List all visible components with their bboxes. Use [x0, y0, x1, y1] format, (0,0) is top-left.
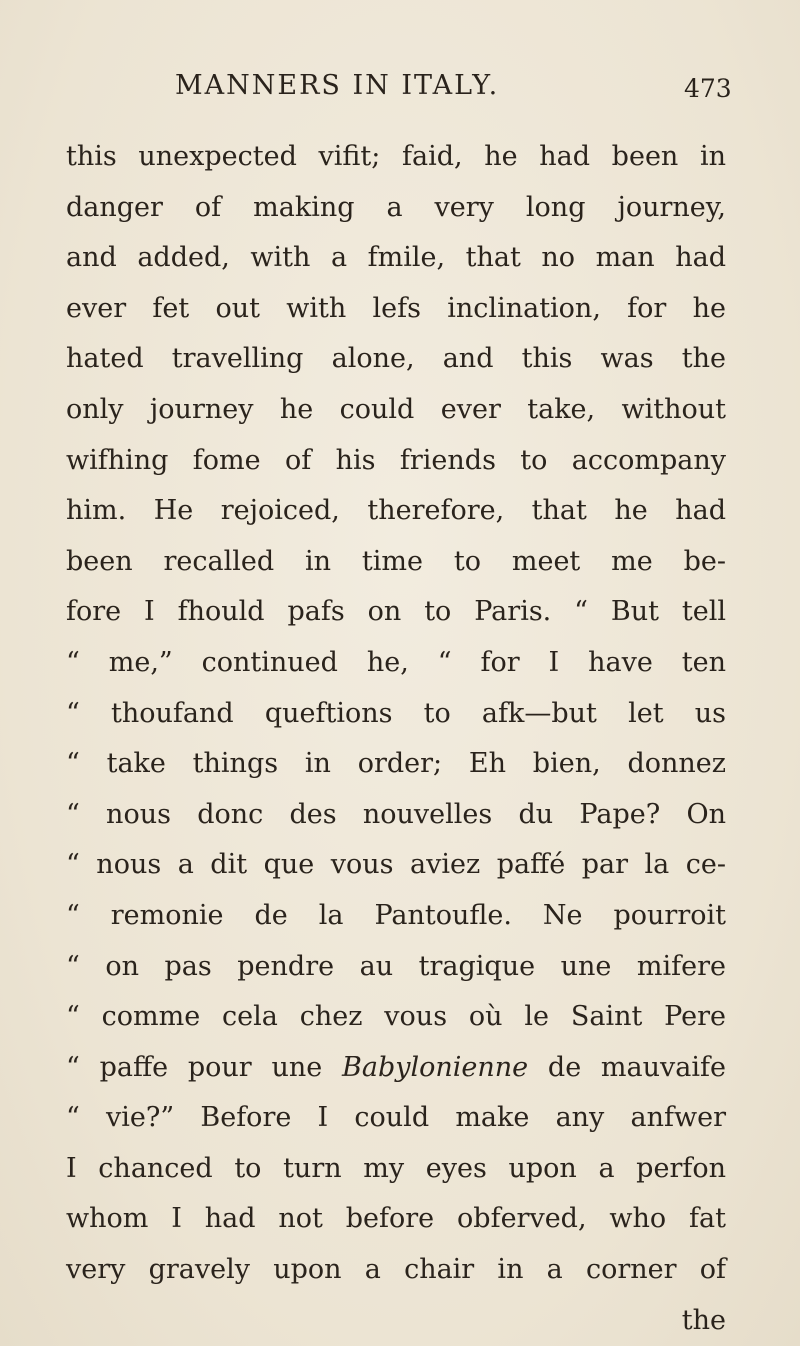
text-line: danger of making a very long journey, [66, 191, 726, 223]
italic-word: Babylonienne [342, 1051, 529, 1083]
text-line: whom I had not before obferved, who fat [66, 1203, 726, 1235]
text-line: this unexpected vifit; faid, he had been in [66, 141, 726, 172]
text-segment: de mauvaife [528, 1051, 726, 1083]
text-line: “ nous a dit que vous aviez paffé par la ce- [66, 849, 726, 881]
text-line: “ on pas pendre au tragique une mifere [66, 950, 726, 982]
text-line: “ vie?” Before I could make any anfwer [66, 1102, 726, 1134]
text-line: wifhing fome of his friends to accompany [66, 444, 726, 476]
text-line: ever fet out with lefs inclination, for he [66, 292, 726, 324]
text-line: “ thoufand queftions to afk—but let us [66, 697, 726, 729]
text-line: and added, with a fmile, that no man had [66, 242, 726, 274]
text-line: very gravely upon a chair in a corner of [66, 1254, 726, 1286]
text-line: him. He rejoiced, therefore, that he had [66, 495, 726, 527]
text-line: “ remonie de la Pantoufle. Ne pourroit [66, 899, 726, 931]
text-segment: “ paffe pour une [66, 1051, 342, 1083]
text-line-with-italic [66, 1043, 726, 1094]
running-head: MANNERS IN ITALY. [175, 70, 500, 101]
text-line: fore I fhould pafs on to Paris. “ But tell [66, 596, 726, 628]
text-line: “ nous donc des nouvelles du Pape? On [66, 798, 726, 830]
body-text [66, 132, 726, 1346]
text-line: been recalled in time to meet me be- [66, 545, 726, 577]
text-line: only journey he could ever take, without [66, 393, 726, 425]
text-line: hated travelling alone, and this was the [66, 343, 726, 375]
page-number: 473 [684, 74, 732, 103]
text-line: “ take things in order; Eh bien, donnez [66, 748, 726, 780]
text-line: I chanced to turn my eyes upon a perfon [66, 1152, 726, 1184]
catchword: the [681, 1304, 726, 1336]
text-line: “ comme cela chez vous où le Saint Pere [66, 1001, 726, 1033]
text-line: “ me,” continued he, “ for I have ten [66, 646, 726, 678]
